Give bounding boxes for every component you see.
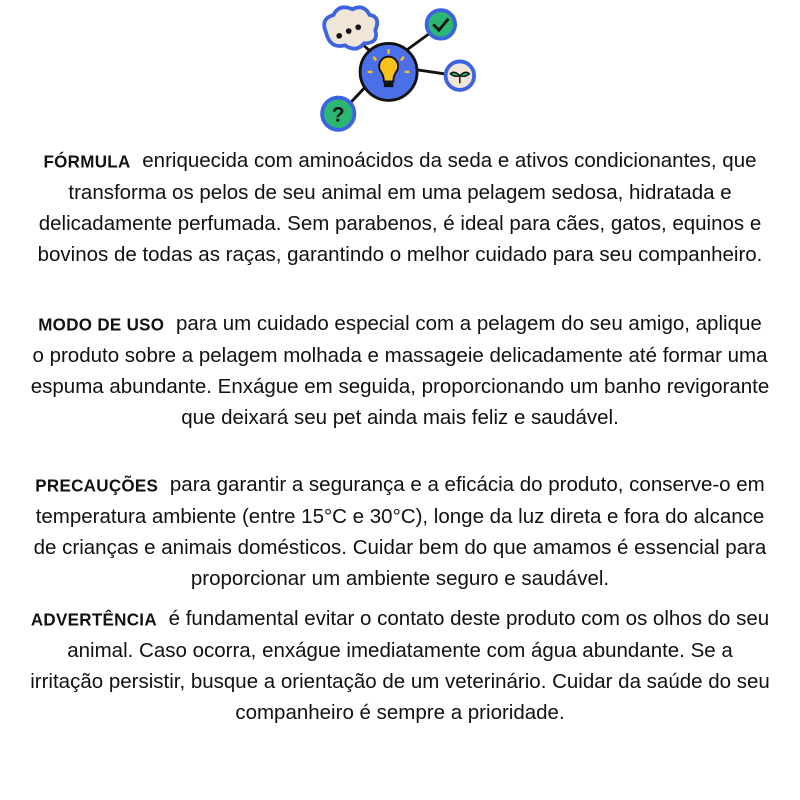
section-text: para um cuidado especial com a pelagem do seu amigo, aplique o produto sobre a pelagem molhada e massageie delicadamente até formar uma espuma abundante. Enxágue em seguida, proporcionando um banho revigorante que deixará seu pet ainda mais feliz e saudável. [30, 312, 770, 429]
precautions-section [30, 469, 770, 594]
section-heading: FÓRMULA [43, 151, 131, 172]
section-heading: MODO DE USO [38, 314, 165, 335]
section-text: para garantir a segurança e a eficácia do produto, conserve-o em temperatura ambiente (entre 15°C e 30°C), longe da luz direta e fora do alcance de crianças e animais domésticos. Cuidar bem do que amamos é essencial para proporcionar um ambiente seguro e saudável. [33, 473, 767, 590]
warning-section [30, 603, 770, 728]
section-text: é fundamental evitar o contato deste produto com os olhos do seu animal. Caso ocorra, enxágue imediatamente com água abundante. Se a irritação persistir, busque a orientação de um veterinário. Cuidar da saúde do seu companheiro é sempre a prioridade. [30, 607, 770, 724]
checkmark-icon [427, 10, 456, 39]
section-text: enriquecida com aminoácidos da seda e ativos condicionantes, que transforma os pelos de seu animal em uma pelagem sedosa, hidratada e delicadamente perfumada. Sem parabenos, é ideal para cães, gatos, equinos e bovinos de todas as raças, garantindo o melhor cuidado para seu companheiro. [37, 149, 763, 266]
lightbulb-icon [360, 43, 417, 100]
idea-network-icon [305, 2, 495, 138]
usage-section [30, 308, 770, 433]
formula-section [30, 145, 770, 270]
question-mark-icon [322, 98, 354, 130]
svg-text:?: ? [331, 103, 345, 127]
section-heading: ADVERTÊNCIA [30, 609, 157, 630]
section-heading: PRECAUÇÕES [35, 475, 159, 496]
sprout-icon [446, 61, 475, 89]
thought-cloud-icon [324, 7, 377, 48]
